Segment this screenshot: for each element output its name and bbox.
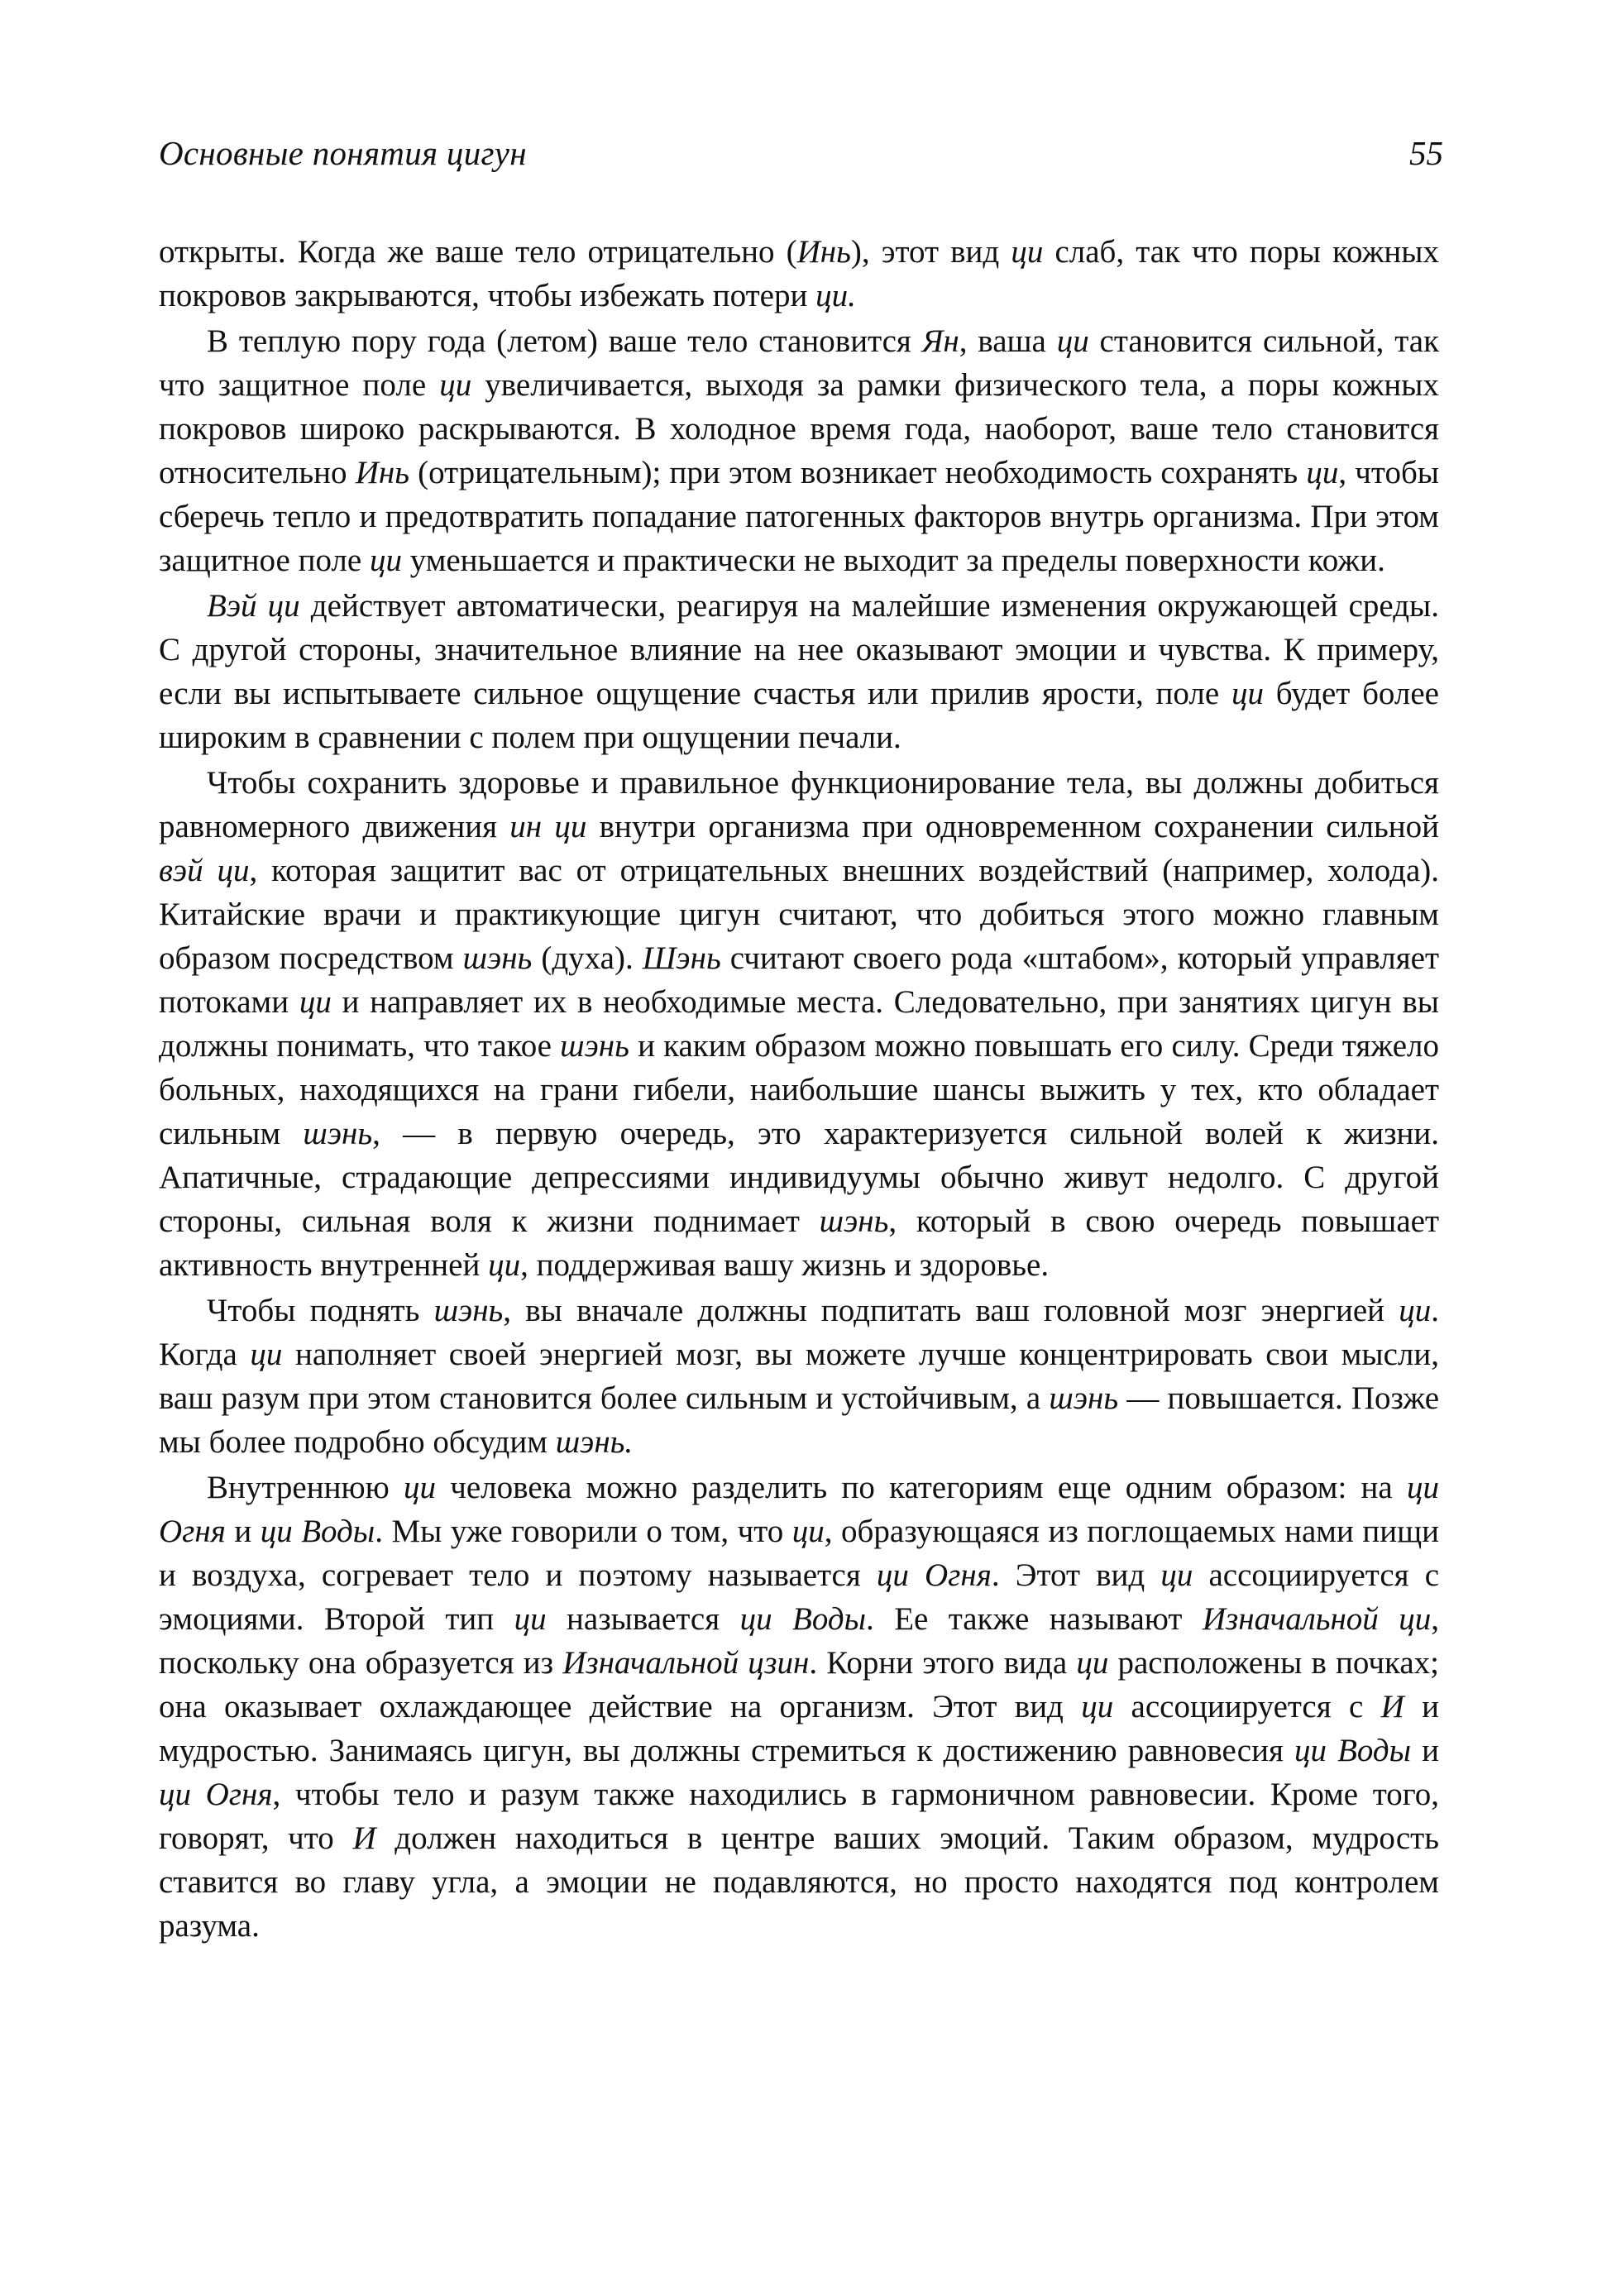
text-run: человека можно разделить по категориям еще одним образом: на xyxy=(436,1470,1408,1505)
text-run: , чтобы сберечь тепло и предотвратить попадание патогенных факторов внутрь организма. При этом защитное поле xyxy=(159,455,1439,578)
italic-term: Инь xyxy=(796,234,851,270)
italic-term: ци xyxy=(1231,676,1264,711)
italic-term: ци Огня xyxy=(159,1470,1440,1549)
text-run: ассоциируется с xyxy=(1113,1689,1381,1724)
italic-term: Шэнь xyxy=(642,940,721,976)
italic-term: И xyxy=(352,1820,376,1856)
text-run: , которая защитит вас от отрицательных внешних воздействий (например, холода). Китайские врачи и практикующие цигун считают, что добиться этого можно главным образом посредством xyxy=(159,853,1440,976)
text-run: Внутреннюю xyxy=(207,1470,404,1505)
italic-term: И xyxy=(1380,1689,1404,1724)
italic-term: ци xyxy=(299,984,332,1020)
italic-term: ци xyxy=(404,1470,436,1505)
text-run: Чтобы поднять xyxy=(207,1293,434,1328)
italic-term: Изначальной ци xyxy=(1202,1601,1432,1637)
text-run: увеличивается, выходя за рамки физического тела, а поры кожных покровов широко раскрываются. В холодное время года, наоборот, ваше тело становится относительно xyxy=(159,367,1440,490)
italic-term: шэнь. xyxy=(555,1424,634,1460)
italic-term: ци xyxy=(369,543,402,578)
text-run: , образующаяся из поглощаемых нами пищи и воздуха, согревает тело и поэтому называется xyxy=(159,1514,1439,1593)
text-run: открыты. Когда же ваше тело отрицательно ( xyxy=(159,234,797,270)
text-run: наполняет своей энергией мозг, вы можете лучше концентрировать свои мысли, ваш разум при этом становится более сильным и устойчивым, а xyxy=(159,1337,1440,1416)
italic-term: ци xyxy=(1306,455,1339,490)
text-run: Чтобы сохранить здоровье и правильное функционирование тела, вы должны добиться равномерного движения xyxy=(159,765,1439,844)
italic-term: Вэй ци xyxy=(207,588,300,624)
text-run: становится сильной, так что защитное поле xyxy=(159,323,1440,403)
text-run: , поскольку она образуется из xyxy=(159,1601,1439,1681)
body-text xyxy=(159,230,1439,1949)
text-run: уменьшается и практически не выходит за пределы поверхности кожи. xyxy=(401,543,1385,578)
italic-term: ци xyxy=(1011,234,1044,270)
text-run: будет более широким в сравнении с полем при ощущении печали. xyxy=(159,676,1439,755)
italic-term: ци Воды xyxy=(1294,1733,1412,1768)
text-run: , чтобы тело и разум также находились в гармоничном равновесии. Кроме того, говорят, что xyxy=(159,1777,1439,1856)
paragraph xyxy=(159,230,1439,318)
italic-term: ин ци xyxy=(509,809,587,844)
text-run: . Мы уже говорили о том, что xyxy=(375,1514,792,1549)
italic-term: ци xyxy=(791,1514,825,1549)
paragraph xyxy=(159,319,1439,582)
italic-term: Ян xyxy=(921,323,959,359)
text-run: слаб, так что поры кожных покровов закрываются, чтобы избежать потери xyxy=(159,234,1440,313)
paragraph xyxy=(159,1466,1439,1948)
italic-term: вэй ци xyxy=(159,853,250,888)
italic-term: ци xyxy=(250,1337,283,1372)
italic-term: ци xyxy=(1056,323,1089,359)
italic-term: ци xyxy=(1399,1293,1432,1328)
italic-term: шэнь xyxy=(433,1293,504,1328)
text-run: и xyxy=(1411,1733,1440,1768)
italic-term: шэнь xyxy=(1049,1380,1119,1416)
paragraph xyxy=(159,584,1439,759)
text-run: и мудростью. Занимаясь цигун, вы должны стремиться к достижению равновесия xyxy=(159,1689,1439,1768)
italic-term: Изначальной цзин xyxy=(562,1645,810,1681)
text-run: и направляет их в необходимые места. Следовательно, при занятиях цигун вы должны понимать, что такое xyxy=(159,984,1439,1064)
text-run: ), этот вид xyxy=(850,234,1011,270)
text-run: считают своего рода «штабом», который управляет потоками xyxy=(159,940,1439,1020)
text-run: называется xyxy=(546,1601,740,1637)
italic-term: ци Огня xyxy=(876,1557,992,1593)
text-run: расположены в почках; она оказывает охлаждающее действие на организм. Этот вид xyxy=(159,1645,1440,1724)
italic-term: ци. xyxy=(815,278,856,313)
italic-term: ци xyxy=(1160,1557,1193,1593)
text-run: и xyxy=(225,1514,261,1549)
text-run: , поддерживая вашу жизнь и здоровье. xyxy=(520,1247,1050,1283)
italic-term: ци xyxy=(514,1601,547,1637)
running-title: Основные понятия цигун xyxy=(159,134,527,172)
text-run: , — в первую очередь, это характеризуется сильной волей к жизни. Апатичные, страдающие депрессиями индивидуумы обычно живут недолго. С другой стороны, сильная воля к жизни поднимает xyxy=(159,1116,1439,1239)
text-run: внутри организма при одновременном сохранении сильной xyxy=(586,809,1439,844)
paragraph xyxy=(159,761,1439,1287)
text-run: , ваша xyxy=(959,323,1057,359)
text-run: (духа). xyxy=(532,940,643,976)
text-run: должен находиться в центре ваших эмоций. Таким образом, мудрость ставится во главу угла, а эмоции не подавляются, но просто находятся под контролем разума. xyxy=(159,1820,1439,1944)
text-run: . Ее также называют xyxy=(866,1601,1203,1637)
italic-term: шэнь xyxy=(560,1028,629,1064)
italic-term: ци Воды xyxy=(260,1514,375,1549)
italic-term: Инь xyxy=(355,455,409,490)
italic-term: ци xyxy=(1081,1689,1114,1724)
paragraph xyxy=(159,1289,1439,1464)
text-run: . Когда xyxy=(159,1293,1440,1372)
text-run: и каким образом можно повышать его силу. Среди тяжело больных, находящихся на грани гибели, наибольшие шансы выжить у тех, кто обладает сильным xyxy=(159,1028,1439,1151)
text-run: действует автоматически, реагируя на малейшие изменения окружающей среды. С другой стороны, значительное влияние на нее оказывают эмоции и чувства. К примеру, если вы испытываете сильное ощущение счастья или прилив ярости, поле xyxy=(159,588,1439,711)
page-number: 55 xyxy=(1409,134,1443,172)
text-run: В теплую пору года (летом) ваше тело становится xyxy=(207,323,922,359)
italic-term: ци Огня xyxy=(159,1777,273,1812)
text-run: ассоциируется с эмоциями. Второй тип xyxy=(159,1557,1439,1637)
text-run: , вы вначале должны подпитать ваш головной мозг энергией xyxy=(503,1293,1399,1328)
italic-term: ци xyxy=(488,1247,521,1283)
text-run: . Корни этого вида xyxy=(809,1645,1077,1681)
italic-term: ци Воды xyxy=(739,1601,866,1637)
italic-term: шэнь xyxy=(303,1116,373,1151)
text-run: , который в свою очередь повышает активность внутренней xyxy=(159,1203,1439,1283)
text-run: — повышается. Позже мы более подробно обсудим xyxy=(159,1380,1440,1460)
text-run: (отрицательным); при этом возникает необходимость сохранять xyxy=(409,455,1307,490)
italic-term: ци xyxy=(439,367,472,403)
italic-term: шэнь xyxy=(462,940,533,976)
italic-term: ци xyxy=(1076,1645,1109,1681)
italic-term: шэнь xyxy=(819,1203,889,1239)
text-run: . Этот вид xyxy=(991,1557,1161,1593)
